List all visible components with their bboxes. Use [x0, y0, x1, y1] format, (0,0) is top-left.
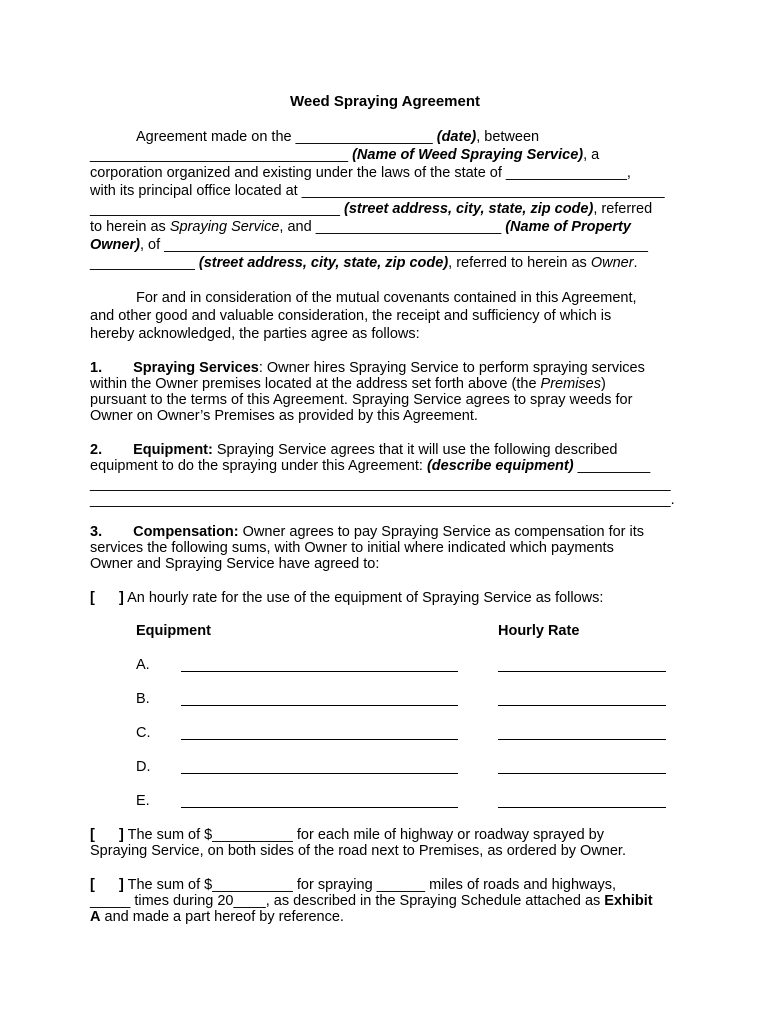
section-2-line-2: equipment to do the spraying under this Agreement: (describe equipment) _________: [90, 458, 651, 474]
section-3-line-1: 3. Compensation: Owner agrees to pay Spraying Service as compensation for its: [90, 524, 645, 540]
intro-line-3: corporation organized and existing under the laws of the state of _______________,: [90, 165, 631, 181]
row-label-a: A.: [136, 657, 150, 673]
section-2-blank-line-1: ________________________________________________________________________: [90, 476, 671, 492]
schedule-option-line-3: A and made a part hereof by reference.: [90, 909, 344, 925]
rate-field-e[interactable]: [498, 807, 666, 808]
section-2-line-1: 2. Equipment: Spraying Service agrees that it will use the following described: [90, 442, 618, 458]
intro-line-2: ________________________________ (Name of Weed Spraying Service), a: [90, 147, 600, 163]
equipment-field-e[interactable]: [181, 807, 458, 808]
intro-line-7: Owner), of ____________________________________________________________: [90, 237, 648, 253]
schedule-option-line-1: [ ] The sum of $__________ for spraying ______ miles of roads and highways,: [90, 877, 617, 893]
rate-field-b[interactable]: [498, 705, 666, 706]
intro-line-4: with its principal office located at _____________________________________________: [90, 183, 665, 199]
hourly-option: [ ] An hourly rate for the use of the equipment of Spraying Service as follows:: [90, 590, 604, 606]
section-1-line-1: 1. Spraying Services: Owner hires Spraying Service to perform spraying services: [90, 360, 645, 376]
intro-line-1: Agreement made on the _________________ (date), between: [136, 129, 540, 145]
intro-line-5: _______________________________ (street address, city, state, zip code), referred: [90, 201, 653, 217]
rate-field-c[interactable]: [498, 739, 666, 740]
equipment-field-d[interactable]: [181, 773, 458, 774]
mile-option-checkbox[interactable]: [ ]: [90, 827, 124, 843]
equipment-field-c[interactable]: [181, 739, 458, 740]
section-3-line-3: Owner and Spraying Service have agreed to:: [90, 556, 380, 572]
equipment-field-a[interactable]: [181, 671, 458, 672]
rate-field-a[interactable]: [498, 671, 666, 672]
intro-line-8: _____________ (street address, city, state, zip code), referred to herein as Owner.: [90, 255, 638, 271]
schedule-option-checkbox[interactable]: [ ]: [90, 877, 124, 893]
section-1-line-4: Owner on Owner’s Premises as provided by this Agreement.: [90, 408, 478, 424]
section-3-heading: Compensation:: [133, 524, 239, 540]
document-title: Weed Spraying Agreement: [289, 93, 481, 110]
intro-line-6: to herein as Spraying Service, and _______________________ (Name of Property: [90, 219, 631, 235]
mile-option-line-1: [ ] The sum of $__________ for each mile of highway or roadway sprayed by: [90, 827, 604, 843]
section-2-heading: Equipment:: [133, 442, 213, 458]
row-label-d: D.: [136, 759, 151, 775]
section-3-line-2: services the following sums, with Owner to initial where indicated which payments: [90, 540, 614, 556]
consideration-line-1: For and in consideration of the mutual covenants contained in this Agreement,: [136, 290, 637, 306]
equipment-column-header: Equipment: [136, 623, 211, 639]
row-label-b: B.: [136, 691, 150, 707]
section-1-heading: Spraying Services: [133, 360, 259, 376]
equipment-field-b[interactable]: [181, 705, 458, 706]
consideration-line-2: and other good and valuable consideration, the receipt and sufficiency of which is: [90, 308, 612, 324]
mile-option-line-2: Spraying Service, on both sides of the road next to Premises, as ordered by Owner.: [90, 843, 626, 859]
section-1-line-3: pursuant to the terms of this Agreement. Spraying Service agrees to spray weeds for: [90, 392, 633, 408]
row-label-c: C.: [136, 725, 151, 741]
section-1-line-2: within the Owner premises located at the address set forth above (the Premises): [90, 376, 606, 392]
hourly-rate-column-header: Hourly Rate: [498, 623, 580, 639]
consideration-line-3: hereby acknowledged, the parties agree as follows:: [90, 326, 420, 342]
section-2-blank-line-2: ________________________________________________________________________.: [90, 492, 675, 508]
row-label-e: E.: [136, 793, 150, 809]
hourly-option-checkbox[interactable]: [ ]: [90, 590, 124, 606]
schedule-option-line-2: _____ times during 20____, as described in the Spraying Schedule attached as Exhibit: [90, 893, 653, 909]
rate-field-d[interactable]: [498, 773, 666, 774]
